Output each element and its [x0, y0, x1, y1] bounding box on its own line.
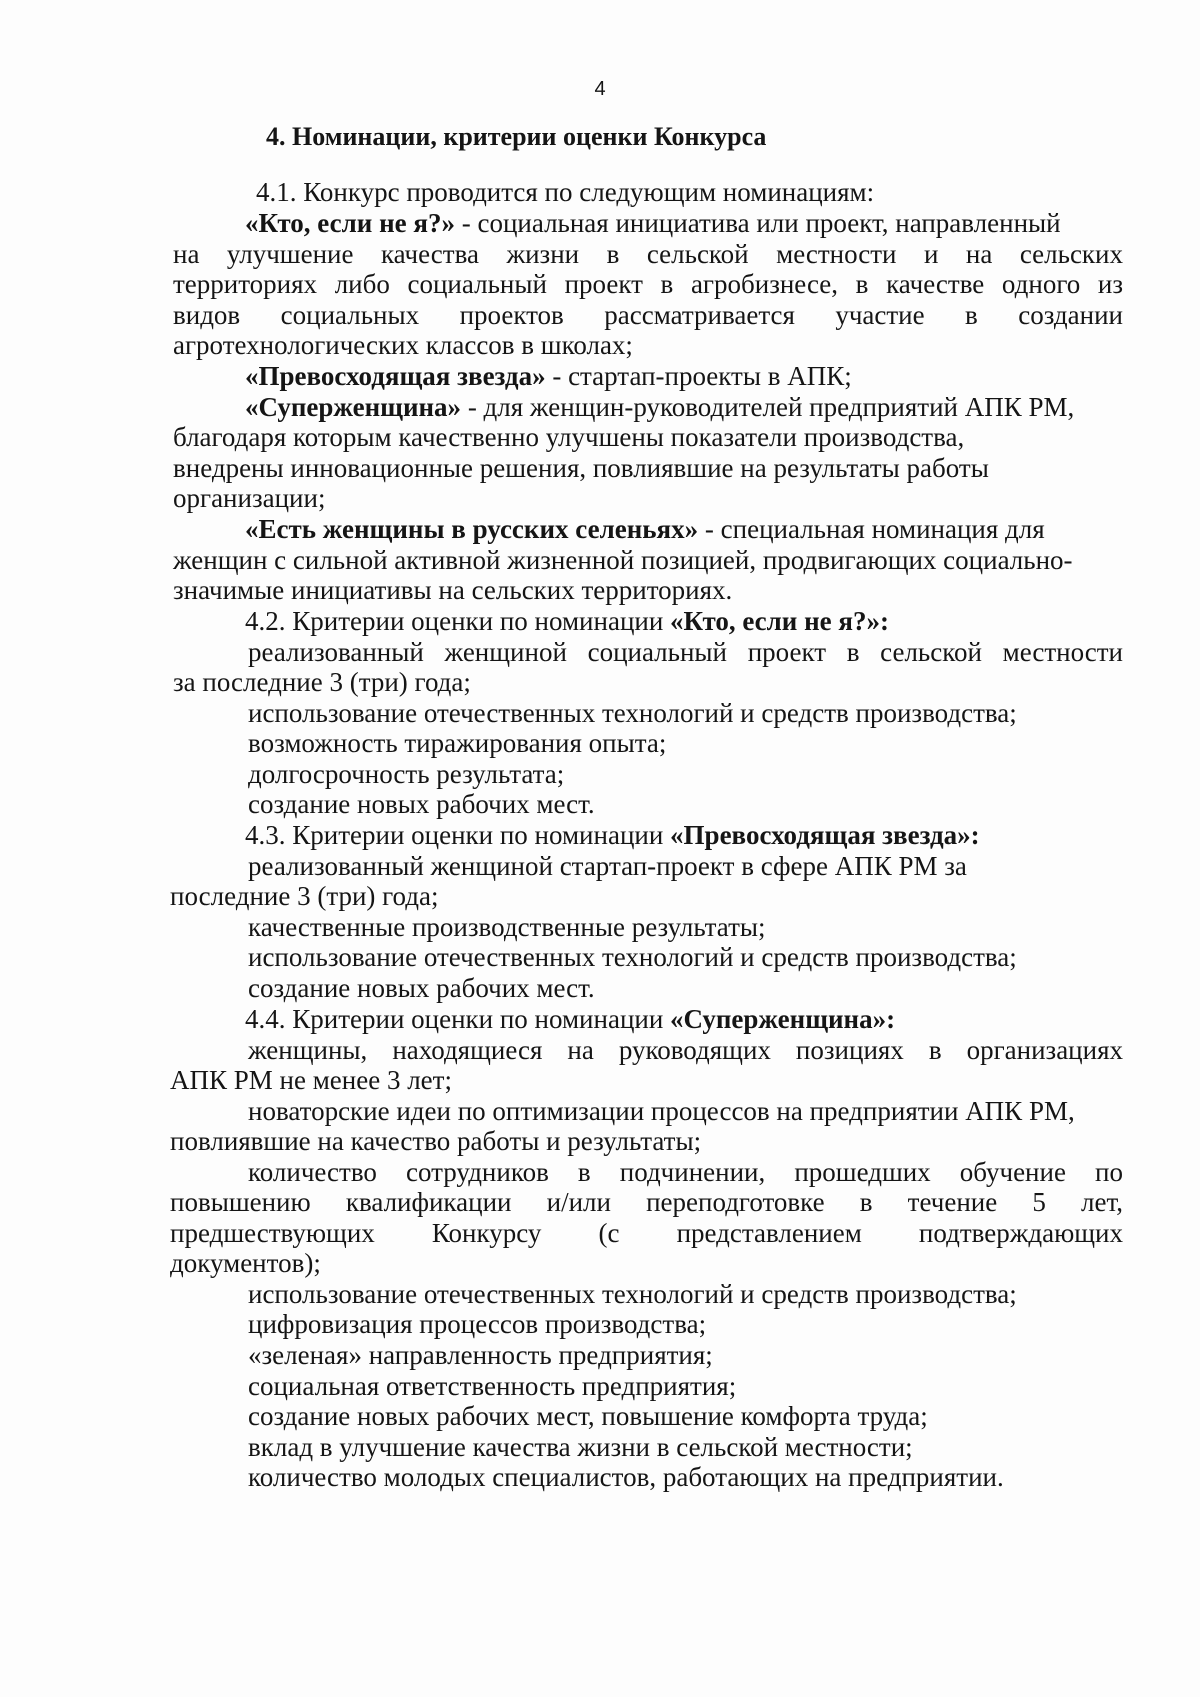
s43-criterion-3: использование отечественных технологий и средств производства; [248, 942, 1017, 972]
s42-criterion-5: создание новых рабочих мест. [248, 789, 595, 819]
s43-intro [245, 819, 1123, 851]
s44-criterion-10: количество молодых специалистов, работающих на предприятии. [248, 1462, 1004, 1492]
nomination-2-title: «Превосходящая звезда» [245, 361, 546, 391]
text-span: 4.4. Критерии оценки по номинации [245, 1004, 671, 1034]
s41-nomination-1-line-5: агротехнологических классов в школах; [173, 330, 633, 360]
s44-criterion-2-line-1: новаторские идеи по оптимизации процессов на предприятии АПК РМ, [248, 1096, 1075, 1126]
s41-nomination-4-line-1 [245, 513, 1123, 545]
s42-intro [245, 605, 1123, 637]
s44-intro [245, 1003, 1123, 1035]
s41-nomination-4-line-2: женщин с сильной активной жизненной позицией, продвигающих социально- [173, 545, 1073, 575]
s41-nomination-1-line-2: на улучшение качества жизни в сельской местности и на сельских [173, 239, 1123, 269]
s44-criterion-9: вклад в улучшение качества жизни в сельской местности; [248, 1432, 913, 1462]
s42-criterion-1-line-1: реализованный женщиной социальный проект в сельской местности [248, 637, 1123, 667]
s44-criterion-1-line-2: АПК РМ не менее 3 лет; [170, 1065, 452, 1095]
s41-nomination-2 [245, 360, 1123, 392]
s42-criterion-4: долгосрочность результата; [248, 759, 565, 789]
nomination-3-title: «Суперженщина» [245, 392, 462, 422]
page-number: 4 [594, 78, 606, 100]
s44-criterion-5: цифровизация процессов производства; [248, 1309, 707, 1339]
s42-nomination-title: «Кто, если не я?»: [670, 606, 889, 636]
s44-criterion-8: создание новых рабочих мест, повышение комфорта труда; [248, 1401, 928, 1431]
s43-criterion-1-line-2: последние 3 (три) года; [170, 881, 439, 911]
s41-nomination-1-line-1 [245, 207, 1123, 239]
s41-nomination-3-line-1 [245, 391, 1123, 423]
s44-nomination-title: «Суперженщина»: [670, 1004, 896, 1034]
text-span: - для женщин-руководителей предприятий АПК РМ, [461, 392, 1075, 422]
s41-nomination-4-line-3: значимые инициативы на сельских территориях. [173, 575, 733, 605]
s41-nomination-3-line-3: внедрены инновационные решения, повлиявшие на результаты работы [173, 453, 989, 483]
s44-criterion-6: «зеленая» направленность предприятия; [248, 1340, 713, 1370]
s41-nomination-1-line-4: видов социальных проектов рассматривается участие в создании [173, 300, 1123, 330]
s42-criterion-3: возможность тиражирования опыта; [248, 728, 667, 758]
s41-intro: 4.1. Конкурс проводится по следующим номинациям: [256, 177, 875, 207]
nomination-4-title: «Есть женщины в русских селеньях» [245, 514, 699, 544]
s41-nomination-3-line-2: благодаря которым качественно улучшены показатели производства, [173, 422, 965, 452]
nomination-1-title: «Кто, если не я?» [245, 208, 455, 238]
s44-criterion-4: использование отечественных технологий и средств производства; [248, 1279, 1017, 1309]
s43-criterion-1-line-1: реализованный женщиной стартап-проект в сфере АПК РМ за [248, 851, 967, 881]
s43-criterion-4: создание новых рабочих мест. [248, 973, 595, 1003]
text-span: 4.3. Критерии оценки по номинации [245, 820, 671, 850]
s41-nomination-1-line-3: территориях либо социальный проект в агробизнесе, в качестве одного из [173, 269, 1123, 299]
text-span: - специальная номинация для [698, 514, 1045, 544]
s43-criterion-2: качественные производственные результаты; [248, 912, 766, 942]
s44-criterion-7: социальная ответственность предприятия; [248, 1371, 737, 1401]
s41-nomination-3-line-4: организации; [173, 483, 326, 513]
s44-criterion-3-line-3: предшествующих Конкурсу (с представлением подтверждающих [170, 1218, 1123, 1248]
text-span: - стартап-проекты в АПК; [545, 361, 852, 391]
s44-criterion-1-line-1: женщины, находящиеся на руководящих позициях в организациях [248, 1035, 1123, 1065]
s42-criterion-2: использование отечественных технологий и средств производства; [248, 698, 1017, 728]
text-span: - социальная инициатива или проект, направленный [454, 208, 1061, 238]
text-span: 4.2. Критерии оценки по номинации [245, 606, 671, 636]
section-heading: 4. Номинации, критерии оценки Конкурса [266, 122, 767, 151]
s43-nomination-title: «Превосходящая звезда»: [670, 820, 980, 850]
s44-criterion-3-line-2: повышению квалификации и/или переподготовке в течение 5 лет, [170, 1187, 1123, 1217]
s44-criterion-2-line-2: повлиявшие на качество работы и результаты; [170, 1126, 702, 1156]
s42-criterion-1-line-2: за последние 3 (три) года; [173, 667, 471, 697]
s44-criterion-3-line-1: количество сотрудников в подчинении, прошедших обучение по [248, 1157, 1123, 1187]
s44-criterion-3-line-4: документов); [170, 1248, 321, 1278]
